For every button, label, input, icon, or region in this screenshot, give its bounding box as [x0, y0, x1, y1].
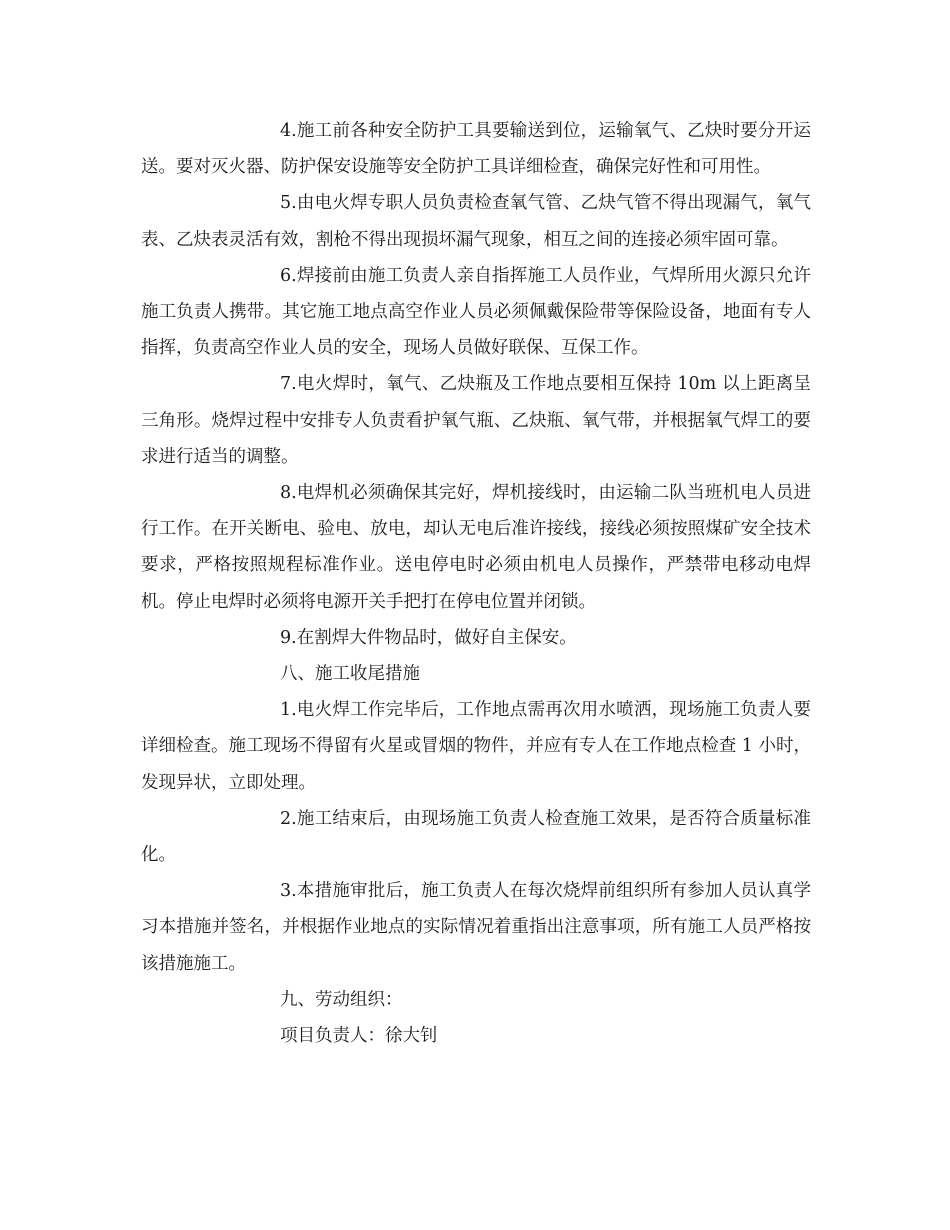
- section-heading-9: 九、劳动组织：: [280, 989, 403, 1010]
- closing-item-3: 3.本措施审批后，施工负责人在每次烧焊前组织所有参加人员认真学习本措施并签名，并根据作业地点的实际情况着重指出注意事项，所有施工人员严格按该措施施工。: [141, 881, 811, 974]
- paragraph-item-5: 5.由电火焊专职人员负责检查氧气管、乙炔气管不得出现漏气，氧气表、乙炔表灵活有效，割枪不得出现损坏漏气现象，相互之间的连接必须牢固可靠。: [141, 193, 811, 250]
- paragraph-item-7: 7.电火焊时，氧气、乙炔瓶及工作地点要相互保持 10m 以上距离呈三角形。烧焊过程中安排专人负责看护氧气瓶、乙炔瓶、氧气带，并根据氧气焊工的要求进行适当的调整。: [141, 374, 811, 467]
- closing-item-1: 1.电火焊工作完毕后，工作地点需再次用水喷洒，现场施工负责人要详细检查。施工现场不得留有火星或冒烟的物件，并应有专人在工作地点检查 1 小时，发现异状，立即处理。: [141, 700, 811, 793]
- document-body: [141, 113, 811, 1054]
- project-lead-line: 项目负责人：徐大钊: [280, 1026, 438, 1047]
- section-heading-8: 八、施工收尾措施: [280, 664, 420, 685]
- paragraph-item-9: 9.在割焊大件物品时，做好自主保安。: [280, 627, 577, 648]
- closing-item-2: 2.施工结束后，由现场施工负责人检查施工效果，是否符合质量标准化。: [141, 808, 811, 866]
- paragraph-item-4: 4.施工前各种安全防护工具要输送到位，运输氧气、乙炔时要分开运送。要对灭火器、防护保安设施等安全防护工具详细检查，确保完好性和可用性。: [141, 121, 811, 178]
- paragraph-item-8: 8.电焊机必须确保其完好，焊机接线时，由运输二队当班机电人员进行工作。在开关断电、验电、放电，却认无电后准许接线，接线必须按照煤矿安全技术要求，严格按照规程标准作业。送电停电时必须由机电人员操作，严禁带电移动电焊机。停止电焊时必须将电源开关手把打在停电位置并闭锁。: [141, 483, 811, 612]
- paragraph-item-6: 6.焊接前由施工负责人亲自指挥施工人员作业，气焊所用火源只允许施工负责人携带。其它施工地点高空作业人员必须佩戴保险带等保险设备，地面有专人指挥，负责高空作业人员的安全，现场人员做好联保、互保工作。: [141, 265, 811, 359]
